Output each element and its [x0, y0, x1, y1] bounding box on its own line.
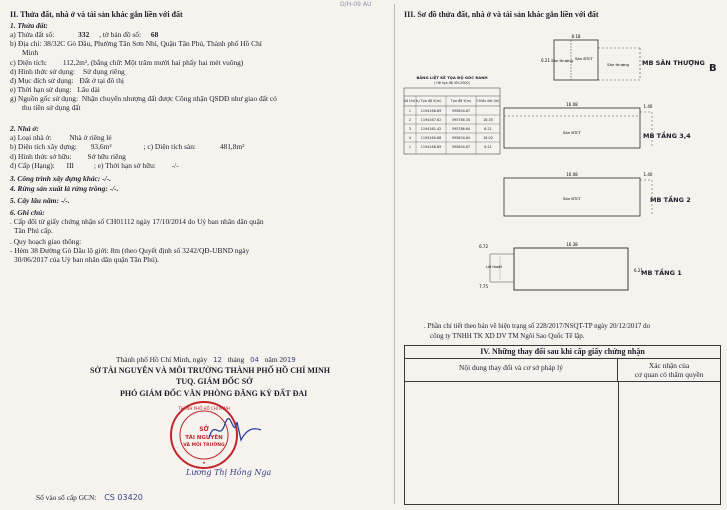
s2-a: a) Loại nhà ở: Nhà ở riêng lẻ — [10, 133, 112, 142]
coord-cell: 6.21 — [484, 126, 492, 131]
plan-note-2: công ty TNHH TK XD DV TM Ngôi Sao Quốc Tế lập. — [430, 332, 585, 340]
stamp-text-2: TÀI NGUYÊN — [185, 435, 223, 441]
coord-cell: 1194160.68 — [420, 135, 442, 140]
s2-heading: 2. Nhà ở: — [10, 124, 39, 133]
coord-table-row — [404, 142, 500, 151]
section-iv-title: IV. Những thay đổi sau khi cấp giấy chứng nhận — [405, 346, 720, 359]
s1-a: a) Thửa đất số: 332 , tờ bản đồ số: 68 — [10, 30, 159, 39]
coord-table-row — [404, 106, 500, 115]
section-iv-box — [404, 345, 721, 505]
s1-heading: 1. Thửa đất: — [10, 21, 48, 30]
dim-f2-w: 16.08 — [566, 172, 578, 177]
s1-g2: thu tiền sử dụng đất — [22, 103, 81, 112]
coord-table-title: BẢNG LIỆT KÊ TỌA ĐỘ GÓC RANH — [416, 75, 488, 80]
coord-cell: 18.35 — [483, 117, 493, 122]
section-iii-title: III. Sơ đồ thửa đất, nhà ở và tài sản khác gắn liền với đất — [404, 10, 599, 19]
s3: 3. Công trình xây dựng khác: -/-. — [10, 174, 111, 183]
floor-plans — [396, 22, 726, 322]
s6-n3b: 30/06/2017 của Uỷ ban nhân dân quận Tân Phú). — [14, 255, 159, 264]
s6-n3: - Hẻm 38 Đường Gò Dầu lộ giới: 8m (theo Quyết định số 3242/QĐ-UBND ngày — [10, 246, 250, 255]
svg-text:THÀNH PHỐ HỒ CHÍ MINH: THÀNH PHỐ HỒ CHÍ MINH — [178, 406, 230, 411]
coord-cell: 4 — [408, 135, 412, 140]
coord-cell: 1194161.42 — [420, 126, 442, 131]
coord-table-subtitle: ( Hệ tọa độ VN-2000) — [433, 81, 470, 85]
coord-table-row — [404, 133, 500, 142]
corner-mark: D/H-09 AU — [340, 1, 372, 8]
s2-e: đ) Cấp (Hạng): III ; e) Thời hạn sở hữu: -/- — [10, 161, 179, 170]
coord-cell: 1194166.89 — [420, 108, 442, 113]
dim-f34-w: 16.08 — [566, 102, 578, 107]
coord-table-row — [404, 115, 500, 124]
s1-e: đ) Mục đích sử dụng: Đất ở tại đô thị — [10, 76, 124, 85]
s2-b: b) Diện tích xây dựng: 93,6m² ; c) Diện tích sàn: 481,8m² — [10, 142, 245, 151]
dim-f1-w: 16.38 — [566, 242, 578, 247]
coord-cell: 1194166.89 — [420, 144, 442, 149]
coord-cell: 2 — [408, 117, 412, 122]
coord-cell: 595804.64 — [451, 135, 471, 140]
stairs-label: Lối thoát — [486, 265, 502, 269]
s1-g: g) Nguồn gốc sử dụng: Nhận chuyển nhượng đất được Công nhận QSDĐ như giao đất có — [10, 94, 277, 103]
s1-d: d) Hình thức sử dụng: Sử dụng riêng — [10, 67, 125, 76]
coord-cell: 18.02 — [483, 135, 493, 140]
coord-cell: 3 — [408, 126, 412, 131]
s5: 5. Cây lâu năm: -/-. — [10, 196, 70, 205]
dim-f2-right: 1.40 — [643, 172, 653, 177]
s2-d: d) Hình thức sở hữu: Sở hữu riêng — [10, 152, 126, 161]
s6-n2: . Quy hoạch giao thông: — [10, 237, 82, 246]
iv-col-line — [618, 381, 619, 504]
coord-cell: 1194167.62 — [420, 117, 442, 122]
room-label-san-thuong-2: Sân thượng — [607, 62, 629, 67]
coord-cell: 6.21 — [484, 144, 492, 149]
stamp-text-1: SỞ — [199, 426, 209, 433]
s6-n1b: Tân Phú cấp. — [14, 226, 53, 235]
issue-date: Thành phố Hồ Chí Minh, ngày 12 tháng 04 năm 2019 — [116, 355, 296, 364]
coord-cell: 1 — [408, 108, 412, 113]
room-label-san-btct-3: Sàn BTCT — [562, 196, 582, 201]
coord-cell: 595786.64 — [451, 126, 471, 131]
dim-f34-right: 1.40 — [643, 104, 653, 109]
coord-cell: 595804.67 — [451, 108, 471, 113]
signature — [205, 412, 265, 448]
s1-f: e) Thời hạn sử dụng: Lâu dài — [10, 85, 100, 94]
room-label-san-thuong-1: Sân thượng — [551, 58, 573, 63]
label-roof: MB SÂN THƯỢNG — [642, 59, 705, 67]
north-letter: B — [709, 63, 717, 74]
column-divider — [394, 4, 395, 504]
iv-col-content: Nội dung thay đổi và cơ sở pháp lý — [405, 359, 618, 381]
room-label-san-btct-1: Sàn BTCT — [574, 56, 594, 61]
label-floor-2: MB TẦNG 2 — [650, 196, 691, 204]
dim-top-side: 6.21 — [541, 58, 550, 63]
coord-cell: 595786.34 — [451, 117, 471, 122]
room-label-san-btct-2: Sàn BTCT — [562, 130, 582, 135]
s6-heading: 6. Ghi chú: — [10, 208, 45, 217]
svg-text:★: ★ — [202, 460, 206, 465]
coord-cell: 595804.67 — [451, 144, 471, 149]
s1-b2: Minh — [22, 48, 39, 57]
dim-top-w: 8.18 — [571, 34, 581, 39]
coord-table-row — [404, 124, 500, 133]
s6-n1: . Cấp đổi từ giấy chứng nhận số CH01112 ngày 17/10/2014 do Uỷ ban nhân dân quận — [10, 217, 264, 226]
dim-f1-h: 6.21 — [634, 268, 643, 273]
iv-col-confirm: Xác nhận của cơ quan có thẩm quyền — [634, 361, 704, 379]
label-floor-1: MB TẦNG 1 — [641, 269, 682, 277]
section-iv-header — [405, 359, 720, 382]
section-ii-title: II. Thửa đất, nhà ở và tài sản khác gắn liền với đất — [10, 10, 183, 19]
sig-line-3: PHÓ GIÁM ĐỐC VĂN PHÒNG ĐĂNG KÝ ĐẤT ĐAI — [120, 389, 308, 398]
sig-line-1: SỞ TÀI NGUYÊN VÀ MÔI TRƯỜNG THÀNH PHỐ HỒ CHÍ MINH — [90, 366, 331, 375]
coord-table — [404, 96, 500, 151]
s1-b: b) Địa chỉ: 38/32C Gò Dầu, Phường Tân Sơn Nhì, Quận Tân Phú, Thành phố Hồ Chí — [10, 39, 262, 48]
s1-c: c) Diện tích: 112,2m², (bằng chữ: Một trăm mười hai phẩy hai mét vuông) — [10, 58, 244, 67]
sig-line-2: TUQ. GIÁM ĐỐC SỞ — [176, 377, 253, 386]
stamp-text-3: VÀ MÔI TRƯỜNG — [183, 443, 225, 448]
plan-note-1: . Phần chỉ tiết theo bản vẽ hiện trạng số 228/2017/NSQT-TP ngày 20/12/2017 do — [424, 322, 651, 330]
coord-table-header: Số thứ tự Tọa độ X(m) Tọa độ Y(m) Chiều dài (m) — [404, 99, 500, 103]
s4: 4. Rừng sản xuất là rừng trồng: -/-. — [10, 184, 119, 193]
label-floor-34: MB TẦNG 3,4 — [643, 132, 691, 140]
gcn-number: Số vào sổ cấp GCN: CS 03420 — [36, 493, 143, 502]
dim-f1-left: 6.72 — [479, 244, 488, 249]
coord-cell: 1 — [408, 144, 412, 149]
dim-f1-bottom: 7.75 — [479, 284, 488, 289]
signer-name: Lương Thị Hồng Nga — [186, 468, 272, 477]
